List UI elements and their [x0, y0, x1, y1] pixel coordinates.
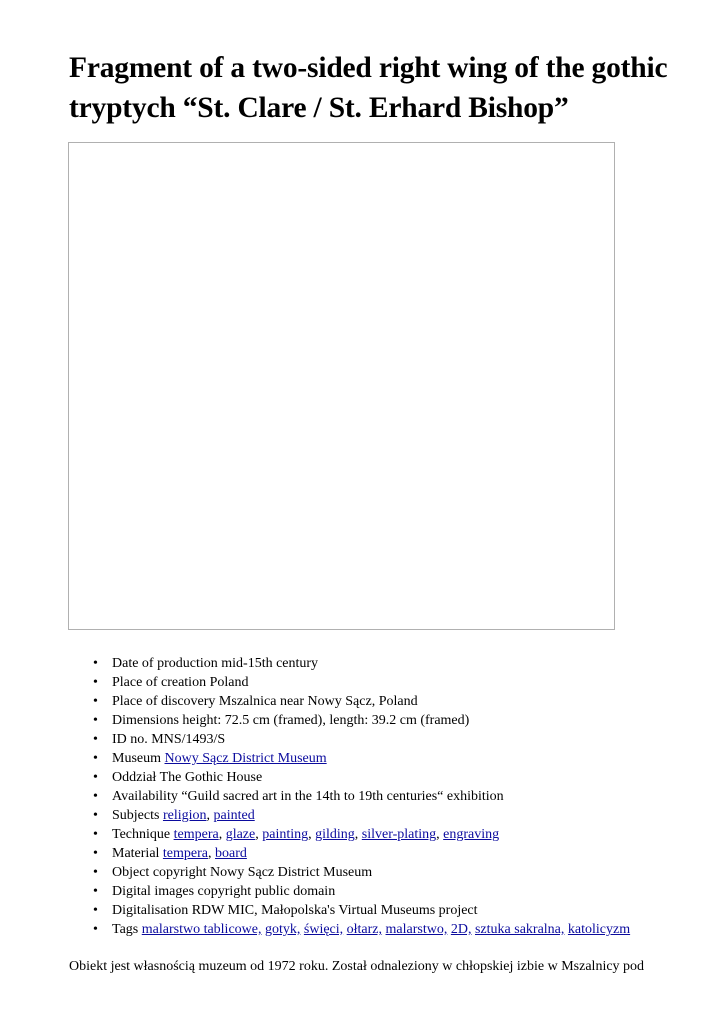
description-paragraph: Obiekt jest własnością muzeum od 1972 roku. Został odnaleziony w chłopskiej izbie w Mszalnicy pod — [69, 959, 645, 974]
material-link[interactable]: tempera — [162, 846, 209, 861]
tag-link[interactable]: ołtarz, — [346, 922, 383, 937]
meta-material: • Material tempera, board — [90, 844, 630, 863]
meta-value: Nowy Sącz District Museum — [209, 865, 373, 880]
technique-link[interactable]: glaze — [225, 827, 256, 842]
meta-place-of-discovery — [90, 692, 630, 711]
meta-label: Availability — [112, 789, 178, 804]
museum-link[interactable]: Nowy Sącz District Museum — [164, 751, 327, 766]
meta-digitalisation — [90, 901, 630, 920]
technique-link[interactable]: gilding — [315, 827, 355, 842]
technique-link[interactable]: tempera — [173, 827, 219, 842]
meta-label: Object copyright — [112, 865, 207, 880]
tag-link[interactable]: 2D, — [450, 922, 472, 937]
meta-label: Date of production — [112, 656, 218, 671]
technique-link[interactable]: painting — [262, 827, 309, 842]
meta-technique: • Technique tempera, glaze, painting, gilding, silver-plating, engraving — [90, 825, 630, 844]
meta-label: Technique — [112, 827, 171, 842]
tag-link[interactable]: święci, — [303, 922, 344, 937]
meta-label: Place of creation — [112, 675, 207, 690]
meta-availability — [90, 787, 630, 806]
meta-value: RDW MIC, Małopolska's Virtual Museums project — [191, 903, 478, 918]
meta-value: Poland — [209, 675, 249, 690]
meta-subjects: • Subjects religion, painted — [90, 806, 630, 825]
meta-label: Dimensions — [112, 713, 179, 728]
meta-place-of-creation — [90, 673, 630, 692]
tag-link[interactable]: sztuka sakralna, — [474, 922, 565, 937]
tag-link[interactable]: malarstwo, — [385, 922, 448, 937]
meta-value: The Gothic House — [159, 770, 263, 785]
meta-label: Oddział — [112, 770, 157, 785]
meta-dimensions — [90, 711, 630, 730]
metadata-list — [90, 654, 630, 939]
meta-id-number — [90, 730, 630, 749]
meta-label: Museum — [112, 751, 161, 766]
tag-link[interactable]: katolicyzm — [567, 922, 631, 937]
meta-label: Tags — [112, 922, 139, 937]
meta-value: mid-15th century — [221, 656, 319, 671]
meta-value: public domain — [254, 884, 336, 899]
meta-tags — [90, 920, 630, 939]
technique-link[interactable]: silver-plating — [361, 827, 437, 842]
meta-image-copyright — [90, 882, 630, 901]
meta-value: MNS/1493/S — [151, 732, 226, 747]
meta-museum — [90, 749, 630, 768]
subject-link[interactable]: religion — [162, 808, 207, 823]
page-title — [69, 48, 709, 128]
meta-label: Material — [112, 846, 160, 861]
meta-label: Digitalisation — [112, 903, 189, 918]
material-link[interactable]: board — [215, 846, 247, 861]
subject-link[interactable]: painted — [213, 808, 255, 823]
tag-link[interactable]: malarstwo tablicowe, — [141, 922, 262, 937]
title-line-1: Fragment of a two-sided right wing of the gothic — [69, 52, 668, 84]
title-line-2: tryptych “St. Clare / St. Erhard Bishop” — [69, 92, 569, 124]
meta-label: ID no. — [112, 732, 148, 747]
meta-value: Mszalnica near Nowy Sącz, Poland — [218, 694, 418, 709]
artwork-image-placeholder — [68, 142, 615, 630]
meta-label: Digital images copyright — [112, 884, 252, 899]
meta-value: height: 72.5 cm (framed), length: 39.2 cm (framed) — [182, 713, 470, 728]
technique-link[interactable]: engraving — [443, 827, 500, 842]
tag-link[interactable]: gotyk, — [265, 922, 301, 937]
meta-branch — [90, 768, 630, 787]
meta-label: Place of discovery — [112, 694, 216, 709]
meta-object-copyright — [90, 863, 630, 882]
meta-value: “Guild sacred art in the 14th to 19th centuries“ exhibition — [181, 789, 504, 804]
meta-label: Subjects — [112, 808, 160, 823]
meta-date — [90, 654, 630, 673]
